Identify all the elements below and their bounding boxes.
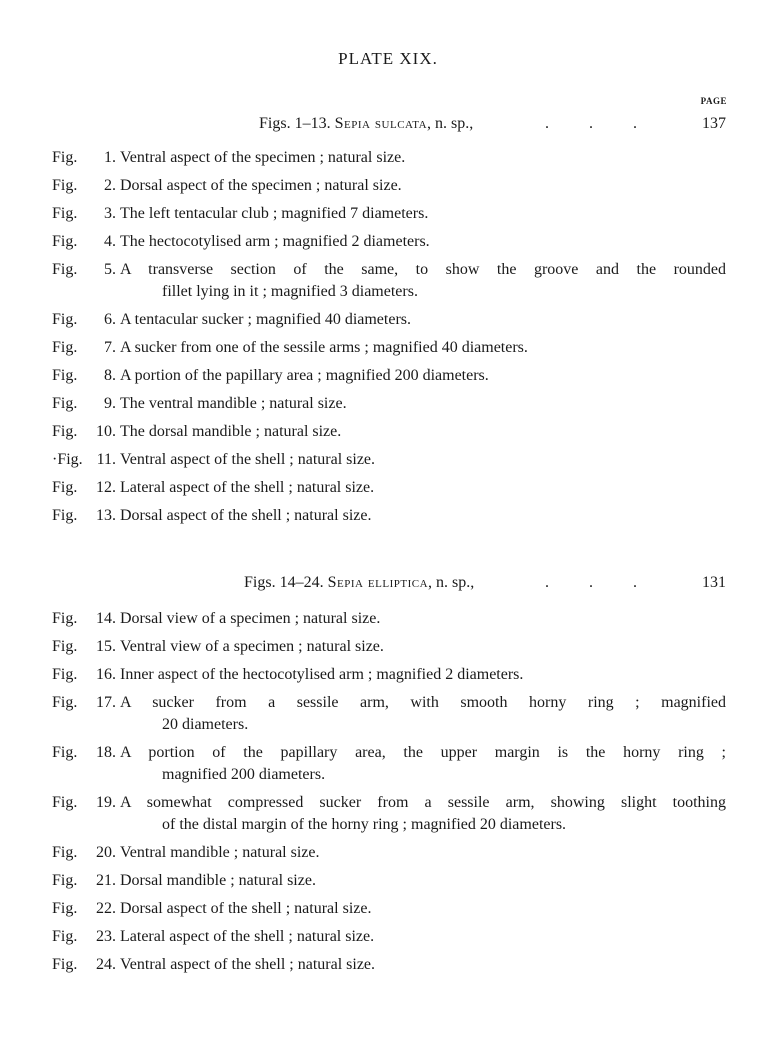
figure-entry [52, 309, 692, 331]
figure-entry [52, 792, 726, 836]
figure-number: 8. [104, 367, 116, 384]
figure-description [120, 664, 726, 686]
figure-label: Fig. [52, 956, 78, 973]
figure-number: 13. [96, 507, 116, 524]
figure-description [120, 608, 726, 630]
figure-description [120, 742, 726, 786]
figure-description [120, 259, 726, 303]
figure-description [120, 842, 726, 864]
figure-entry [52, 842, 692, 864]
description-line: Ventral aspect of the specimen ; natural size. [120, 149, 406, 166]
figure-number: 2. [104, 177, 116, 194]
figure-label: ·Fig. [52, 451, 83, 468]
figure-entry [52, 742, 726, 786]
description-line: Lateral aspect of the shell ; natural size. [120, 928, 375, 945]
figure-label: Fig. [52, 666, 78, 683]
figure-number: 10. [96, 423, 116, 440]
figure-label: Fig. [52, 233, 78, 250]
page-reference: 137 [702, 115, 726, 132]
figure-description [120, 231, 726, 253]
figure-entry [52, 337, 692, 359]
figure-label: Fig. [52, 367, 78, 384]
figure-number: 7. [104, 339, 116, 356]
species-name: Sepia sulcata [334, 115, 428, 132]
description-line: The left tentacular club ; magnified 7 diameters. [120, 205, 429, 222]
figure-entry [52, 393, 692, 415]
figure-label: Fig. [52, 149, 78, 166]
figure-label: Fig. [52, 177, 78, 194]
figure-label: Fig. [52, 638, 78, 655]
figure-label: Fig. [52, 900, 78, 917]
figure-label: Fig. [52, 395, 78, 412]
figure-label: Fig. [52, 205, 78, 222]
description-line: Dorsal view of a specimen ; natural size. [120, 610, 381, 627]
figure-entry [52, 175, 692, 197]
figure-number: 16. [96, 666, 116, 683]
figure-description [120, 203, 726, 225]
figure-entry [52, 505, 692, 527]
figure-number: 11. [96, 451, 116, 468]
description-line: Ventral aspect of the shell ; natural size. [120, 956, 376, 973]
figure-number: 14. [96, 610, 116, 627]
figure-entry [52, 692, 726, 736]
figure-description [120, 898, 726, 920]
description-line: The ventral mandible ; natural size. [120, 395, 347, 412]
description-line: A sucker from a sessile arm, with smooth horny ring ; magnified [120, 694, 726, 711]
description-line: Dorsal aspect of the shell ; natural size. [120, 507, 372, 524]
figure-entry [52, 203, 692, 225]
figure-description [120, 337, 726, 359]
figure-number: 3. [104, 205, 116, 222]
description-line: A tentacular sucker ; magnified 40 diameters. [120, 311, 412, 328]
figure-entry [52, 664, 692, 686]
figure-entry [52, 421, 692, 443]
figure-number: 15. [96, 638, 116, 655]
plate-title: PLATE XIX. [338, 49, 438, 68]
figure-description [120, 421, 726, 443]
description-line: The hectocotylised arm ; magnified 2 diameters. [120, 233, 430, 250]
figure-description [120, 636, 726, 658]
figure-description [120, 449, 726, 471]
figure-label: Fig. [52, 694, 78, 711]
figure-entry [52, 365, 692, 387]
figure-entry [52, 870, 692, 892]
figure-description [120, 309, 726, 331]
figure-description [120, 692, 726, 736]
figure-label: Fig. [52, 261, 78, 278]
figure-number: 6. [104, 311, 116, 328]
figure-label: Fig. [52, 610, 78, 627]
description-line: Dorsal aspect of the shell ; natural size. [120, 900, 372, 917]
figure-number: 21. [96, 872, 116, 889]
figure-label: Fig. [52, 423, 78, 440]
figure-number: 4. [104, 233, 116, 250]
figure-number: 20. [96, 844, 116, 861]
figure-number: 24. [96, 956, 116, 973]
figure-label: Fig. [52, 479, 78, 496]
figure-description [120, 365, 726, 387]
figure-description [120, 393, 726, 415]
species-name: Sepia elliptica [327, 574, 429, 591]
description-continuation: of the distal margin of the horny ring ; magnified 20 diameters. [162, 816, 567, 833]
figure-description [120, 147, 726, 169]
figure-description [120, 505, 726, 527]
description-line: A somewhat compressed sucker from a sessile arm, showing slight toothing [120, 794, 726, 811]
figure-list-1 [52, 147, 726, 533]
description-continuation: fillet lying in it ; magnified 3 diameters. [162, 283, 418, 300]
figure-entry [52, 147, 692, 169]
figure-label: Fig. [52, 507, 78, 524]
figure-label: Fig. [52, 339, 78, 356]
figure-entry [52, 259, 726, 303]
page-reference: 131 [702, 574, 726, 591]
description-line: A portion of the papillary area, the upper margin is the horny ring ; [120, 744, 726, 761]
figure-number: 9. [104, 395, 116, 412]
figure-description [120, 477, 726, 499]
figure-label: Fig. [52, 872, 78, 889]
description-line: A transverse section of the same, to show the groove and the rounded [120, 261, 726, 278]
figure-entry [52, 608, 692, 630]
description-line: Ventral aspect of the shell ; natural size. [120, 451, 376, 468]
figure-number: 23. [96, 928, 116, 945]
leader-dots: . . . [545, 574, 637, 591]
description-continuation: 20 diameters. [162, 716, 249, 733]
figure-entry [52, 926, 692, 948]
figure-number: 19. [96, 794, 116, 811]
figure-list-2 [52, 608, 726, 982]
description-line: Inner aspect of the hectocotylised arm ; magnified 2 diameters. [120, 666, 524, 683]
description-line: Ventral view of a specimen ; natural size. [120, 638, 384, 655]
figure-number: 17. [96, 694, 116, 711]
figure-number: 1. [104, 149, 116, 166]
figure-description [120, 175, 726, 197]
page-column-label: PAGE [700, 96, 727, 106]
figure-label: Fig. [52, 844, 78, 861]
description-line: Ventral mandible ; natural size. [120, 844, 320, 861]
figure-description [120, 792, 726, 836]
section-heading-text: Figs. 14–24. Sepia elliptica, n. sp., [244, 574, 475, 591]
description-line: A portion of the papillary area ; magnified 200 diameters. [120, 367, 489, 384]
leader-dots: . . . [545, 115, 637, 132]
description-line: The dorsal mandible ; natural size. [120, 423, 342, 440]
figure-entry [52, 636, 692, 658]
description-line: Dorsal aspect of the specimen ; natural size. [120, 177, 402, 194]
figure-number: 18. [96, 744, 116, 761]
figure-number: 22. [96, 900, 116, 917]
figure-description [120, 870, 726, 892]
section-heading-text: Figs. 1–13. Sepia sulcata, n. sp., [259, 115, 474, 132]
figure-entry [52, 898, 692, 920]
figure-entry [52, 449, 692, 471]
figure-number: 5. [104, 261, 116, 278]
description-line: Dorsal mandible ; natural size. [120, 872, 316, 889]
figure-description [120, 954, 726, 976]
figure-entry [52, 477, 692, 499]
description-line: A sucker from one of the sessile arms ; magnified 40 diameters. [120, 339, 528, 356]
figure-label: Fig. [52, 928, 78, 945]
figure-description [120, 926, 726, 948]
figure-entry [52, 954, 692, 976]
figure-label: Fig. [52, 794, 78, 811]
figure-entry [52, 231, 692, 253]
figure-label: Fig. [52, 311, 78, 328]
figure-number: 12. [96, 479, 116, 496]
description-line: Lateral aspect of the shell ; natural size. [120, 479, 375, 496]
figure-label: Fig. [52, 744, 78, 761]
description-continuation: magnified 200 diameters. [162, 766, 326, 783]
